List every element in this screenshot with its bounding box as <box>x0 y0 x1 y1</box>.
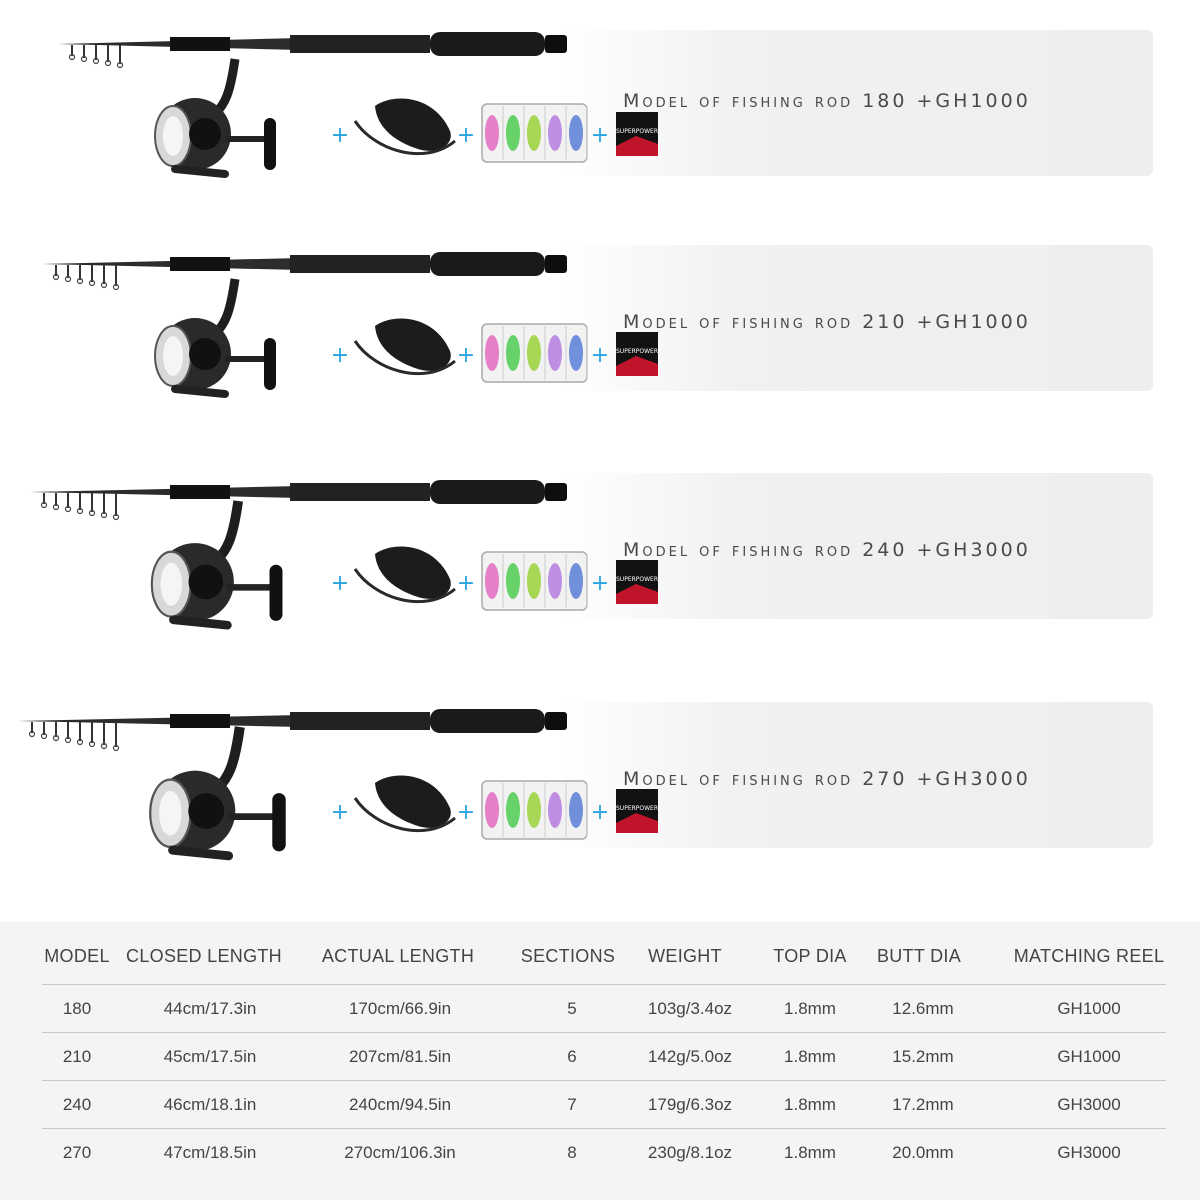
fishing-rod-icon <box>58 32 567 68</box>
column-header: MATCHING REEL <box>1013 946 1165 966</box>
kit-row <box>0 672 1200 872</box>
svg-text:SUPERPOWER: SUPERPOWER <box>615 348 659 355</box>
table-cell: 12.6mm <box>892 999 954 1018</box>
plus-sign: + <box>456 571 476 596</box>
table-cell: 1.8mm <box>784 999 836 1018</box>
table-cell: 142g/5.0oz <box>647 1047 733 1066</box>
column-header: MODEL <box>44 946 110 966</box>
column-header: ACTUAL LENGTH <box>321 946 475 966</box>
waist-bag-icon <box>355 546 455 601</box>
table-cell: 46cm/18.1in <box>163 1095 257 1114</box>
table-cell: 207cm/81.5in <box>348 1047 452 1066</box>
fishing-line-box-icon <box>616 112 658 156</box>
svg-text:SUPERPOWER: SUPERPOWER <box>615 128 659 135</box>
kit-row <box>0 0 1200 200</box>
tackle-box-icon <box>482 552 587 610</box>
tackle-box-icon <box>482 781 587 839</box>
table-cell: GH3000 <box>1057 1095 1121 1114</box>
table-cell: 170cm/66.9in <box>348 999 452 1018</box>
table-cell: GH1000 <box>1057 999 1121 1018</box>
table-cell: 240 <box>62 1095 92 1114</box>
table-cell: 103g/3.4oz <box>647 999 733 1018</box>
table-cell: GH3000 <box>1057 1143 1121 1162</box>
column-header: TOP DIA <box>773 946 847 966</box>
table-cell: 179g/6.3oz <box>647 1095 733 1114</box>
plus-sign: + <box>590 800 610 825</box>
plus-sign: + <box>456 123 476 148</box>
plus-sign: + <box>330 123 350 148</box>
fishing-line-box-icon <box>616 332 658 376</box>
spec-table <box>0 922 1200 1200</box>
table-cell: 20.0mm <box>892 1143 954 1162</box>
fishing-rod-icon <box>42 252 567 290</box>
column-header: SECTIONS <box>520 946 616 966</box>
table-cell: 8 <box>567 1143 577 1162</box>
table-cell: 230g/8.1oz <box>647 1143 733 1162</box>
table-cell: 47cm/18.5in <box>163 1143 257 1162</box>
spinning-reel-icon <box>152 501 276 625</box>
fishing-rod-icon <box>30 480 567 520</box>
column-header: WEIGHT <box>648 946 722 966</box>
fishing-line-box-icon <box>616 789 658 833</box>
fishing-rod-icon <box>18 709 567 751</box>
kit-model-label: Model of fishing rod 180 +GH1000 <box>623 90 1031 112</box>
spinning-reel-icon <box>150 727 279 856</box>
column-header: BUTT DIA <box>876 946 962 966</box>
kit-row <box>0 443 1200 643</box>
spinning-reel-icon <box>155 59 270 174</box>
table-cell: 45cm/17.5in <box>163 1047 257 1066</box>
fishing-line-box-icon <box>616 560 658 604</box>
row-divider <box>42 1128 1166 1129</box>
plus-sign: + <box>330 571 350 596</box>
table-cell: 210 <box>62 1047 92 1066</box>
spinning-reel-icon <box>155 279 270 394</box>
table-cell: 44cm/17.3in <box>163 999 257 1018</box>
svg-text:SUPERPOWER: SUPERPOWER <box>615 576 659 583</box>
table-cell: 5 <box>567 999 577 1018</box>
table-cell: 6 <box>567 1047 577 1066</box>
waist-bag-icon <box>355 318 455 373</box>
table-cell: 7 <box>567 1095 577 1114</box>
waist-bag-icon <box>355 98 455 153</box>
tackle-box-icon <box>482 324 587 382</box>
column-header: CLOSED LENGTH <box>126 946 282 966</box>
table-cell: 17.2mm <box>892 1095 954 1114</box>
table-cell: 1.8mm <box>784 1095 836 1114</box>
table-cell: 270cm/106.3in <box>344 1143 456 1162</box>
kit-model-label: Model of fishing rod 270 +GH3000 <box>623 768 1031 790</box>
kit-row <box>0 215 1200 415</box>
table-cell: 1.8mm <box>784 1143 836 1162</box>
plus-sign: + <box>590 343 610 368</box>
plus-sign: + <box>330 800 350 825</box>
table-cell: 180 <box>62 999 92 1018</box>
kit-model-label: Model of fishing rod 240 +GH3000 <box>623 539 1031 561</box>
tackle-box-icon <box>482 104 587 162</box>
svg-text:SUPERPOWER: SUPERPOWER <box>615 805 659 812</box>
table-cell: 1.8mm <box>784 1047 836 1066</box>
plus-sign: + <box>456 800 476 825</box>
table-cell: GH1000 <box>1057 1047 1121 1066</box>
kit-model-label: Model of fishing rod 210 +GH1000 <box>623 311 1031 333</box>
row-divider <box>42 1080 1166 1081</box>
plus-sign: + <box>590 571 610 596</box>
table-cell: 270 <box>62 1143 92 1162</box>
table-cell: 240cm/94.5in <box>348 1095 452 1114</box>
table-cell: 15.2mm <box>892 1047 954 1066</box>
plus-sign: + <box>330 343 350 368</box>
plus-sign: + <box>590 123 610 148</box>
row-divider <box>42 984 1166 985</box>
waist-bag-icon <box>355 775 455 830</box>
row-divider <box>42 1032 1166 1033</box>
plus-sign: + <box>456 343 476 368</box>
